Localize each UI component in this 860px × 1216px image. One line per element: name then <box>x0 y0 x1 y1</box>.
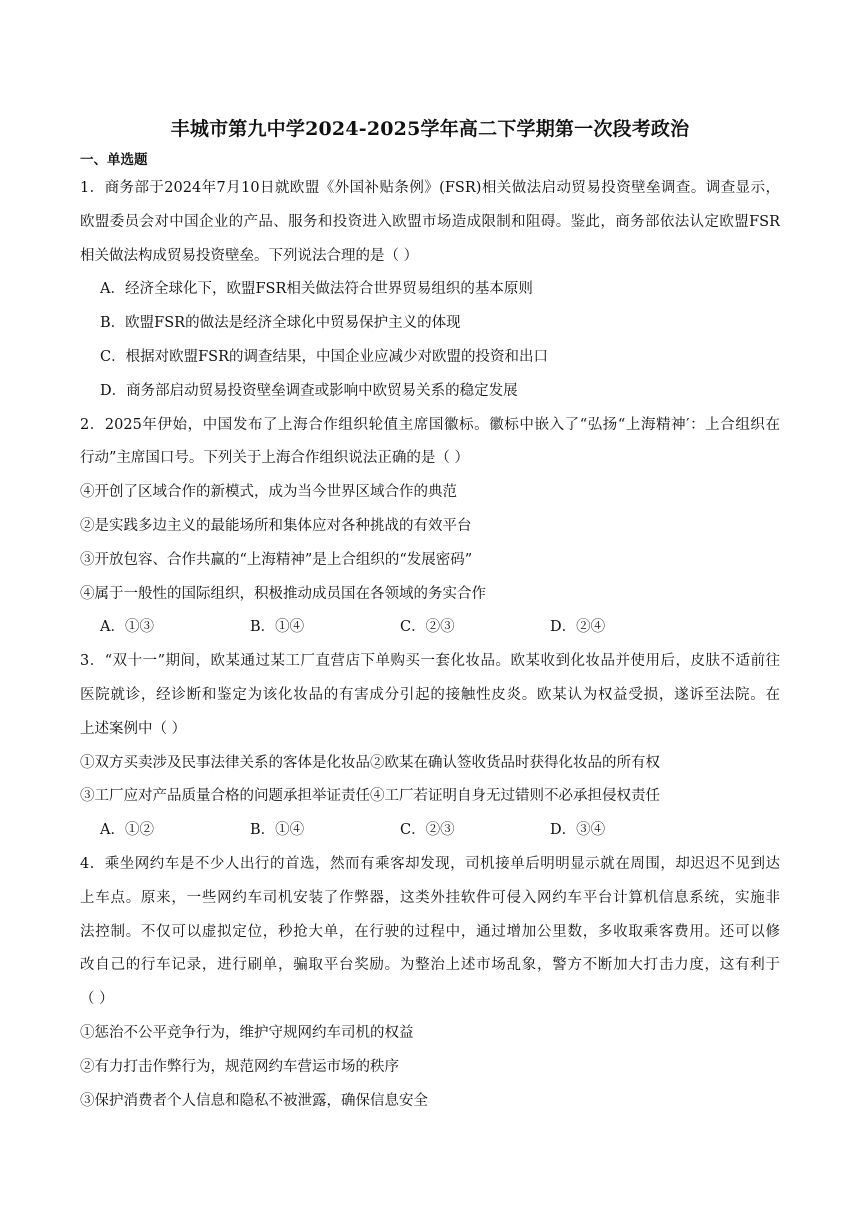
question-stem-line: 1．商务部于2024年7月10日就欧盟《外国补贴条例》(FSR)相关做法启动贸易投资壁垒调查。调查显示， <box>80 180 780 196</box>
document-body <box>80 172 780 1118</box>
question-stem-line: 上车点。原来，一些网约车司机安装了作弊器，这类外挂软件可侵入网约车平台计算机信息系统，实施非 <box>80 889 780 906</box>
question-statement: ③保护消费者个人信息和隐私不被泄露，确保信息安全 <box>80 1092 428 1109</box>
question-stem-line: 欧盟委员会对中国企业的产品、服务和投资进入欧盟市场造成限制和阻碍。鉴此，商务部依法认定欧盟FSR <box>80 213 780 230</box>
question-stem-line: 改自己的行车记录，进行刷单，骗取平台奖励。为整治上述市场乱象，警方不断加大打击力度，这有利于 <box>80 957 780 974</box>
answer-choice-a: A．①③ <box>100 619 154 636</box>
answer-choice-a: A．①② <box>100 822 154 839</box>
answer-choice-b: B．①④ <box>250 619 305 636</box>
answer-choice-c: C．②③ <box>400 822 455 839</box>
question-3 <box>80 645 780 848</box>
question-statement: ①双方买卖涉及民事法律关系的客体是化妆品②欧某在确认签收货品时获得化妆品的所有权 <box>80 754 660 771</box>
question-statement: ②有力打击作弊行为，规范网约车营运市场的秩序 <box>80 1058 399 1075</box>
question-4 <box>80 848 780 1118</box>
answer-option: A．经济全球化下，欧盟FSR相关做法符合世界贸易组织的基本原则 <box>100 281 533 298</box>
answer-choice-d: D．③④ <box>550 822 606 839</box>
answer-option: B．欧盟FSR的做法是经济全球化中贸易保护主义的体现 <box>100 315 461 332</box>
answer-choice-c: C．②③ <box>400 619 455 636</box>
document-title: 丰城市第九中学2024-2025学年高二下学期第一次段考政治 <box>170 118 690 140</box>
question-stem-line: 相关做法构成贸易投资壁垒。下列说法合理的是（ ） <box>80 247 419 264</box>
question-stem-line: 4．乘坐网约车是不少人出行的首选，然而有乘客却发现，司机接单后明明显示就在周围，却迟迟不见到达 <box>80 855 780 872</box>
question-statement: ①惩治不公平竞争行为，维护守规网约车司机的权益 <box>80 1024 414 1041</box>
question-stem-line: 3．“双十一”期间，欧某通过某工厂直营店下单购买一套化妆品。欧某收到化妆品并使用后，皮肤不适前往 <box>80 653 780 670</box>
question-stem-line: 上述案例中（ ） <box>80 720 187 737</box>
question-2 <box>80 409 780 646</box>
answer-choice-b: B．①④ <box>250 822 305 839</box>
question-statement: ④开创了区域合作的新模式，成为当今世界区域合作的典范 <box>80 484 457 501</box>
question-statement: ④属于一般性的国际组织，积极推动成员国在各领域的务实合作 <box>80 585 486 602</box>
question-statement: ③开放包容、合作共赢的“上海精神”是上合组织的“发展密码” <box>80 551 473 568</box>
question-1 <box>80 172 780 409</box>
answer-choices <box>80 814 780 848</box>
answer-choices <box>80 611 780 645</box>
section-heading: 一、单选题 <box>80 152 148 168</box>
question-statement: ②是实践多边主义的最能场所和集体应对各种挑战的有效平台 <box>80 517 472 534</box>
question-stem-line: 2．2025年伊始，中国发布了上海合作组织轮值主席国徽标。徽标中嵌入了“弘扬“上海精神′：上合组织在 <box>80 416 780 433</box>
question-stem-line: 法控制。不仅可以虚拟定位，秒抢大单，在行驶的过程中，通过增加公里数，多收取乘客费用。还可以修 <box>80 923 780 940</box>
question-stem-line: （ ） <box>80 991 114 1008</box>
question-stem-line: 行动”主席国口号。下列关于上海合作组织说法正确的是（ ） <box>80 450 470 467</box>
question-stem-line: 医院就诊，经诊断和鉴定为该化妆品的有害成分引起的接触性皮炎。欧某认为权益受损，遂诉至法院。在 <box>80 686 780 703</box>
question-statement: ③工厂应对产品质量合格的问题承担举证责任④工厂若证明自身无过错则不必承担侵权责任 <box>80 788 660 805</box>
answer-choice-d: D．②④ <box>550 619 606 636</box>
answer-option: C．根据对欧盟FSR的调查结果，中国企业应减少对欧盟的投资和出口 <box>100 348 549 365</box>
answer-option: D．商务部启动贸易投资壁垒调查或影响中欧贸易关系的稳定发展 <box>100 382 518 399</box>
